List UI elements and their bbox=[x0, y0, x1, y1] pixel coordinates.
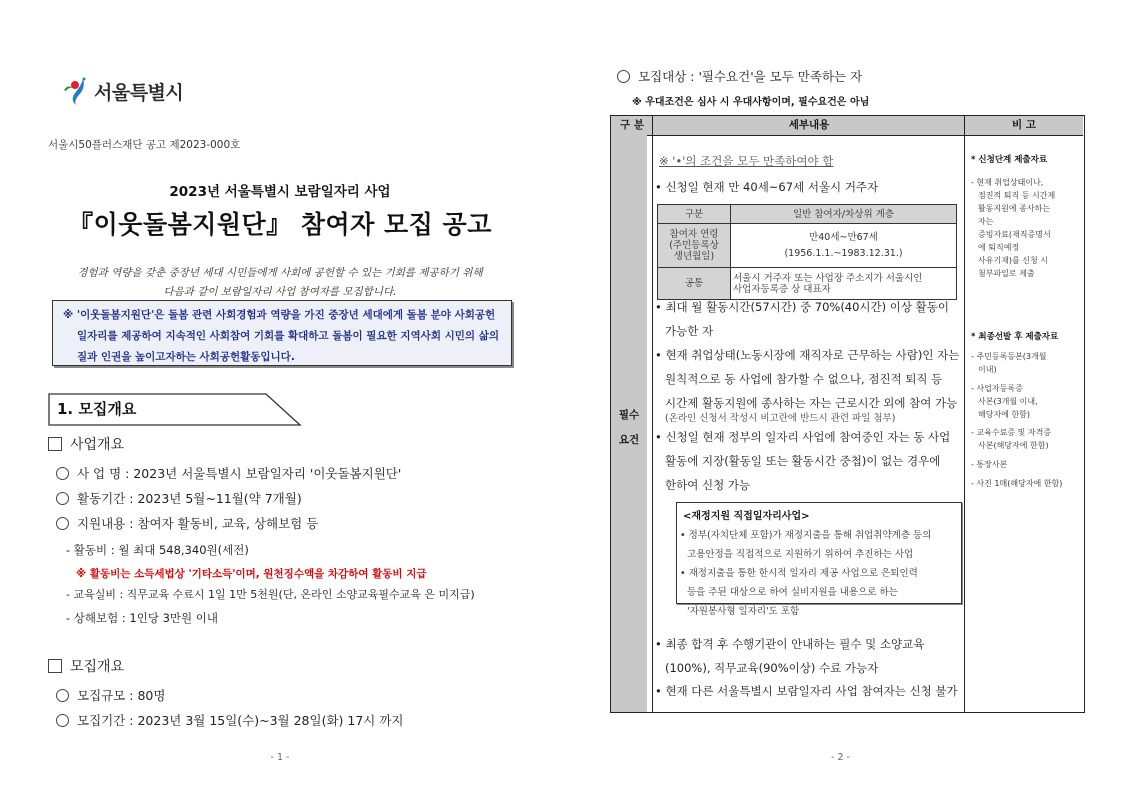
circle-bullet-icon bbox=[56, 467, 69, 480]
requirements-table: 구 분 세부내용 비 고 필수 요건 ※ '•'의 조건을 모두 만족하여야 함 • 신청일 현재 만 40세~67세 서울시 거주자 구분 일반 참여자/차상위 계층 참여자 연령 (주민등록상 생년월일) 만40세~만67세 (1956.1.1.~1983.12.31.) 공통 서울시 거주자 또는 사업장 주소지가 서울시인 사업자등록증 상 대표자 • 최대 월 활동시간(57시간) 중 70%(40시간) 이상 활동이 가능한 자 • 현재 취업상태(노동시장에 재직자로 근무하는 사람)인 자는 원칙적으로 동 사업에 참가할 수 없으나, 점진적 퇴직 등 시간제 활동지원에 종사하는 자는 근로시간 외에 참여 가능 (온라인 신청서 작성시 비고란에 반드시 관련 파일 첨부) • 신청일 현재 정부의 일자리 사업에 참여중인 자는 동 사업 활동에 지장(활동일 또는 활동시간 중첩)이 없는 경우에 한하여 신청 가능 <재정지원 직접일자리사업> • 정부(자치단체 포함)가 재정지출을 통해 취업취약계층 등의 고용안정을 직접적으로 지원하기 위하여 추진하는 사업 • 재정지출을 통한 한시적 일자리 제공 사업으로 은퇴인력 등을 주된 대상으로 하여 실비지원을 내용으로 하는 '자원봉사형 일자리'도 포함 • 최종 합격 후 수행기관이 안내하는 필수 및 소양교육 (100%), 직무교육(90%이상) 수료 가능자 • 현재 다른 서울특별시 보람일자리 사업 참여자는 신청 불가 * 신청단계 제출자료 - 현재 취업상태이나, 점진적 퇴직 등 시간제 활동지원에 종사하는 자는 증빙자료(재직증명서 에 퇴직예정 사유기재)를 신청 시 첨부파일로 제출 * 최종선발 후 제출자료 - 주민등록등본(3개월 이내) - 사업자등록증 사본(3개월 이내, 해당자에 한함) - 교육수료증 및 자격증 사본(해당자에 한함) - 통장사본 - 사진 1매(해당자에 한함) bbox=[610, 115, 1085, 713]
remarks-apply-title: * 신청단계 제출자료 bbox=[971, 155, 1048, 165]
target-note: ※ 우대조건은 심사 시 우대사항이며, 필수요건은 아님 bbox=[632, 97, 870, 108]
seoul-logo bbox=[62, 76, 183, 106]
requirement-government-job: • 신청일 현재 정부의 일자리 사업에 참여중인 자는 동 사업 bbox=[655, 430, 951, 444]
callout-line-2: 일자리를 제공하여 지속적인 사회참여 기회를 확대하고 돌봄이 필요한 지역사회 시민의 삶의 bbox=[77, 330, 499, 342]
list-item: 지원내용 : 참여자 활동비, 교육, 상해보험 등 bbox=[56, 514, 318, 532]
page-1 bbox=[0, 0, 560, 793]
row-label-cell: 필수 요건 bbox=[611, 135, 647, 712]
page-number: - 1 - bbox=[270, 752, 290, 763]
insurance: - 상해보험 : 1인당 3만원 이내 bbox=[66, 611, 219, 625]
circle-bullet-icon bbox=[617, 70, 630, 83]
table-header-category: 구 분 bbox=[611, 116, 653, 136]
square-bullet-icon bbox=[48, 659, 62, 673]
list-item: 모집기간 : 2023년 3월 15일(수)~3월 28일(화) 17시 까지 bbox=[56, 711, 404, 729]
requirement-no-other-program: • 현재 다른 서울특별시 보람일자리 사업 참여자는 신청 불가 bbox=[655, 684, 958, 698]
requirement-employment: • 현재 취업상태(노동시장에 재직자로 근무하는 사람)인 자는 bbox=[655, 348, 960, 362]
list-item: 활동기간 : 2023년 5월~11월(약 7개월) bbox=[56, 489, 302, 507]
document-subtitle: 2023년 서울특별시 보람일자리 사업 bbox=[169, 184, 391, 200]
direct-job-program-box: <재정지원 직접일자리사업> • 정부(자치단체 포함)가 재정지출을 통해 취업취약계층 등의 고용안정을 직접적으로 지원하기 위하여 추진하는 사업 • 재정지출을 통한 한시적 일자리 제공 사업으로 은퇴인력 등을 주된 대상으로 하여 실비지원을 내용으로 하는 '자원봉사형 일자리'도 포함 bbox=[676, 502, 962, 604]
requirement-activity-hours: • 최대 월 활동시간(57시간) 중 70%(40시간) 이상 활동이 bbox=[655, 300, 949, 314]
page-2 bbox=[560, 0, 1121, 793]
section-heading-recruitment-overview bbox=[48, 392, 298, 424]
table-header-remarks: 비 고 bbox=[965, 116, 1083, 136]
circle-bullet-icon bbox=[56, 689, 69, 702]
intro-line-2: 다음과 같이 보람일자리 사업 참여자를 모집합니다. bbox=[163, 286, 397, 298]
callout-line-1: ※ '이웃돌봄지원단'은 돌봄 관련 사회경험과 역량을 가진 중장년 세대에게 돌봄 분야 사회공헌 bbox=[63, 309, 496, 321]
section-title: 1. 모집개요 bbox=[57, 400, 137, 418]
intro-line-1: 경험과 역량을 갖춘 중장년 세대 시민들에게 사회에 공헌할 수 있는 기회를 제공하기 위해 bbox=[77, 267, 483, 279]
requirement-education: • 최종 합격 후 수행기관이 안내하는 필수 및 소양교육 bbox=[655, 637, 925, 651]
table-header-details: 세부내용 bbox=[653, 116, 965, 136]
program-description-callout bbox=[52, 300, 512, 366]
eligibility-inner-table: 구분 일반 참여자/차상위 계층 참여자 연령 (주민등록상 생년월일) 만40세~만67세 (1956.1.1.~1983.12.31.) 공통 서울시 거주자 또는 사업장 주소지가 서울시인 사업자등록증 상 대표자 bbox=[657, 204, 957, 300]
condition-note: ※ '•'의 조건을 모두 만족하여야 함 bbox=[659, 154, 834, 168]
notice-number: 서울시50플러스재단 공고 제2023-000호 bbox=[48, 139, 241, 151]
circle-bullet-icon bbox=[56, 517, 69, 530]
requirement-age-residence: • 신청일 현재 만 40세~67세 서울시 거주자 bbox=[655, 180, 879, 194]
recruitment-overview-heading: 모집개요 bbox=[48, 656, 124, 676]
activity-fee: - 활동비 : 월 최대 548,340원(세전) bbox=[66, 543, 249, 557]
activity-fee-warning: ※ 활동비는 소득세법상 '기타소득'이며, 원천징수액을 차감하여 활동비 지급 bbox=[76, 568, 427, 580]
list-item: 모집규모 : 80명 bbox=[56, 686, 165, 704]
circle-bullet-icon bbox=[56, 714, 69, 727]
seoul-emblem-icon bbox=[62, 76, 90, 106]
logo-text: 서울특별시 bbox=[94, 81, 184, 104]
circle-bullet-icon bbox=[56, 492, 69, 505]
business-overview-heading: 사업개요 bbox=[48, 434, 124, 454]
list-item: 사 업 명 : 2023년 서울특별시 보람일자리 '이웃돌봄지원단' bbox=[56, 464, 401, 482]
callout-line-3: 질과 인권을 높이고자하는 사회공헌활동입니다. bbox=[77, 351, 295, 363]
document-title: 『이웃돌봄지원단』 참여자 모집 공고 bbox=[68, 210, 492, 239]
square-bullet-icon bbox=[48, 437, 62, 451]
remarks-final-title: * 최종선발 후 제출자료 bbox=[971, 332, 1059, 342]
page-number: - 2 - bbox=[831, 752, 850, 763]
education-fee: - 교육실비 : 직무교육 수료시 1일 1만 5천원(단, 온라인 소양교육필수교육 은 미지급) bbox=[66, 588, 475, 601]
recruit-target: 모집대상 : '필수요건'을 모두 만족하는 자 bbox=[617, 67, 862, 85]
